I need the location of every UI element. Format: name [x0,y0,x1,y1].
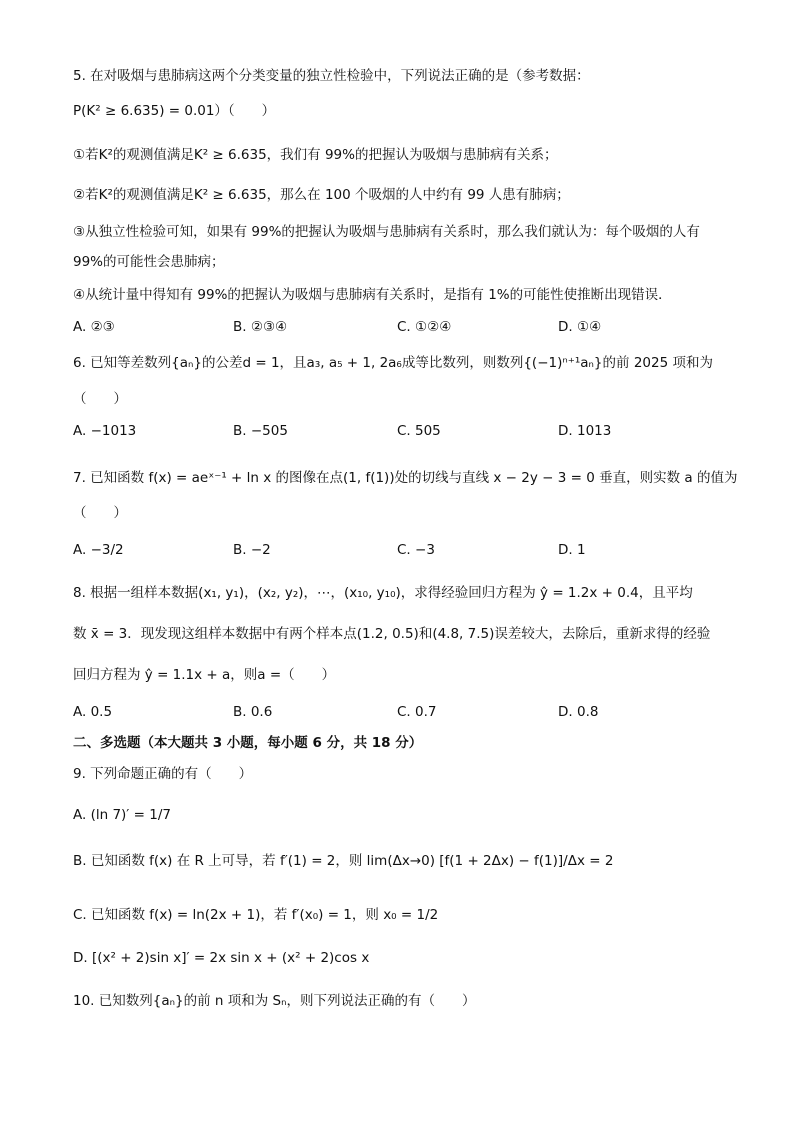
q6-paren: （ ） [73,391,127,407]
q5-stem: 5. 在对吸烟与患肺病这两个分类变量的独立性检验中，下列说法正确的是（参考数据： [73,68,590,84]
q7-option-a: A. −3/2 [73,542,124,558]
q8-stem-line-3: 回归方程为 ŷ = 1.1x + a，则a =（ ） [73,667,336,683]
q9-option-c: C. 已知函数 f(x) = ln(2x + 1)，若 f′(x₀) = 1，则 x₀ = 1/2 [73,907,439,923]
q6-option-b: B. −505 [233,423,288,439]
q8-stem-line-2: 数 x̄ = 3．现发现这组样本数据中有两个样本点(1.2, 0.5)和(4.8, 7.5)误差较大，去除后，重新求得的经验 [73,626,711,642]
q8-option-c: C. 0.7 [397,704,437,720]
q5-option-c: C. ①②④ [397,319,452,335]
q8-stem-line-1: 8. 根据一组样本数据(x₁, y₁)，(x₂, y₂)，⋯，(x₁₀, y₁₀)，求得经验回归方程为 ŷ = 1.2x + 0.4，且平均 [73,585,693,601]
q5-statement-3b: 99%的可能性会患肺病； [73,254,225,270]
q5-reference: P(K² ≥ 6.635) = 0.01）（ ） [73,103,276,119]
q5-option-b: B. ②③④ [233,319,288,335]
section-heading-multiple-choice: 二、多选题（本大题共 3 小题，每小题 6 分，共 18 分） [73,735,423,751]
q5-option-a: A. ②③ [73,319,115,335]
q7-paren: （ ） [73,505,127,521]
q9-stem: 9. 下列命题正确的有（ ） [73,766,253,782]
q5-statement-1: ①若K²的观测值满足K² ≥ 6.635，我们有 99%的把握认为吸烟与患肺病有关系； [73,147,558,163]
q10-stem: 10. 已知数列{aₙ}的前 n 项和为 Sₙ，则下列说法正确的有（ ） [73,993,476,1009]
q5-option-d: D. ①④ [558,319,602,335]
q7-option-c: C. −3 [397,542,435,558]
q7-stem: 7. 已知函数 f(x) = aeˣ⁻¹ + ln x 的图像在点(1, f(1))处的切线与直线 x − 2y − 3 = 0 垂直，则实数 a 的值为 [73,470,738,486]
q6-option-c: C. 505 [397,423,441,439]
q5-statement-3a: ③从独立性检验可知，如果有 99%的把握认为吸烟与患肺病有关系时，那么我们就认为：每个吸烟的人有 [73,224,700,240]
q6-option-d: D. 1013 [558,423,612,439]
q9-option-b: B. 已知函数 f(x) 在 R 上可导，若 f′(1) = 2，则 lim(Δx→0) [f(1 + 2Δx) − f(1)]/Δx = 2 [73,853,614,869]
q6-option-a: A. −1013 [73,423,137,439]
q7-option-d: D. 1 [558,542,586,558]
q5-statement-2: ②若K²的观测值满足K² ≥ 6.635，那么在 100 个吸烟的人中约有 99 人患有肺病； [73,187,570,203]
q8-option-b: B. 0.6 [233,704,273,720]
q9-option-a: A. (ln 7)′ = 1/7 [73,807,171,823]
q5-statement-4: ④从统计量中得知有 99%的把握认为吸烟与患肺病有关系时，是指有 1%的可能性使推断出现错误． [73,287,672,303]
q7-option-b: B. −2 [233,542,271,558]
q8-option-a: A. 0.5 [73,704,113,720]
q9-option-d: D. [(x² + 2)sin x]′ = 2x sin x + (x² + 2)cos x [73,950,370,966]
q6-stem: 6. 已知等差数列{aₙ}的公差d = 1，且a₃, a₅ + 1, 2a₆成等比数列，则数列{(−1)ⁿ⁺¹aₙ}的前 2025 项和为 [73,355,713,371]
q8-option-d: D. 0.8 [558,704,599,720]
